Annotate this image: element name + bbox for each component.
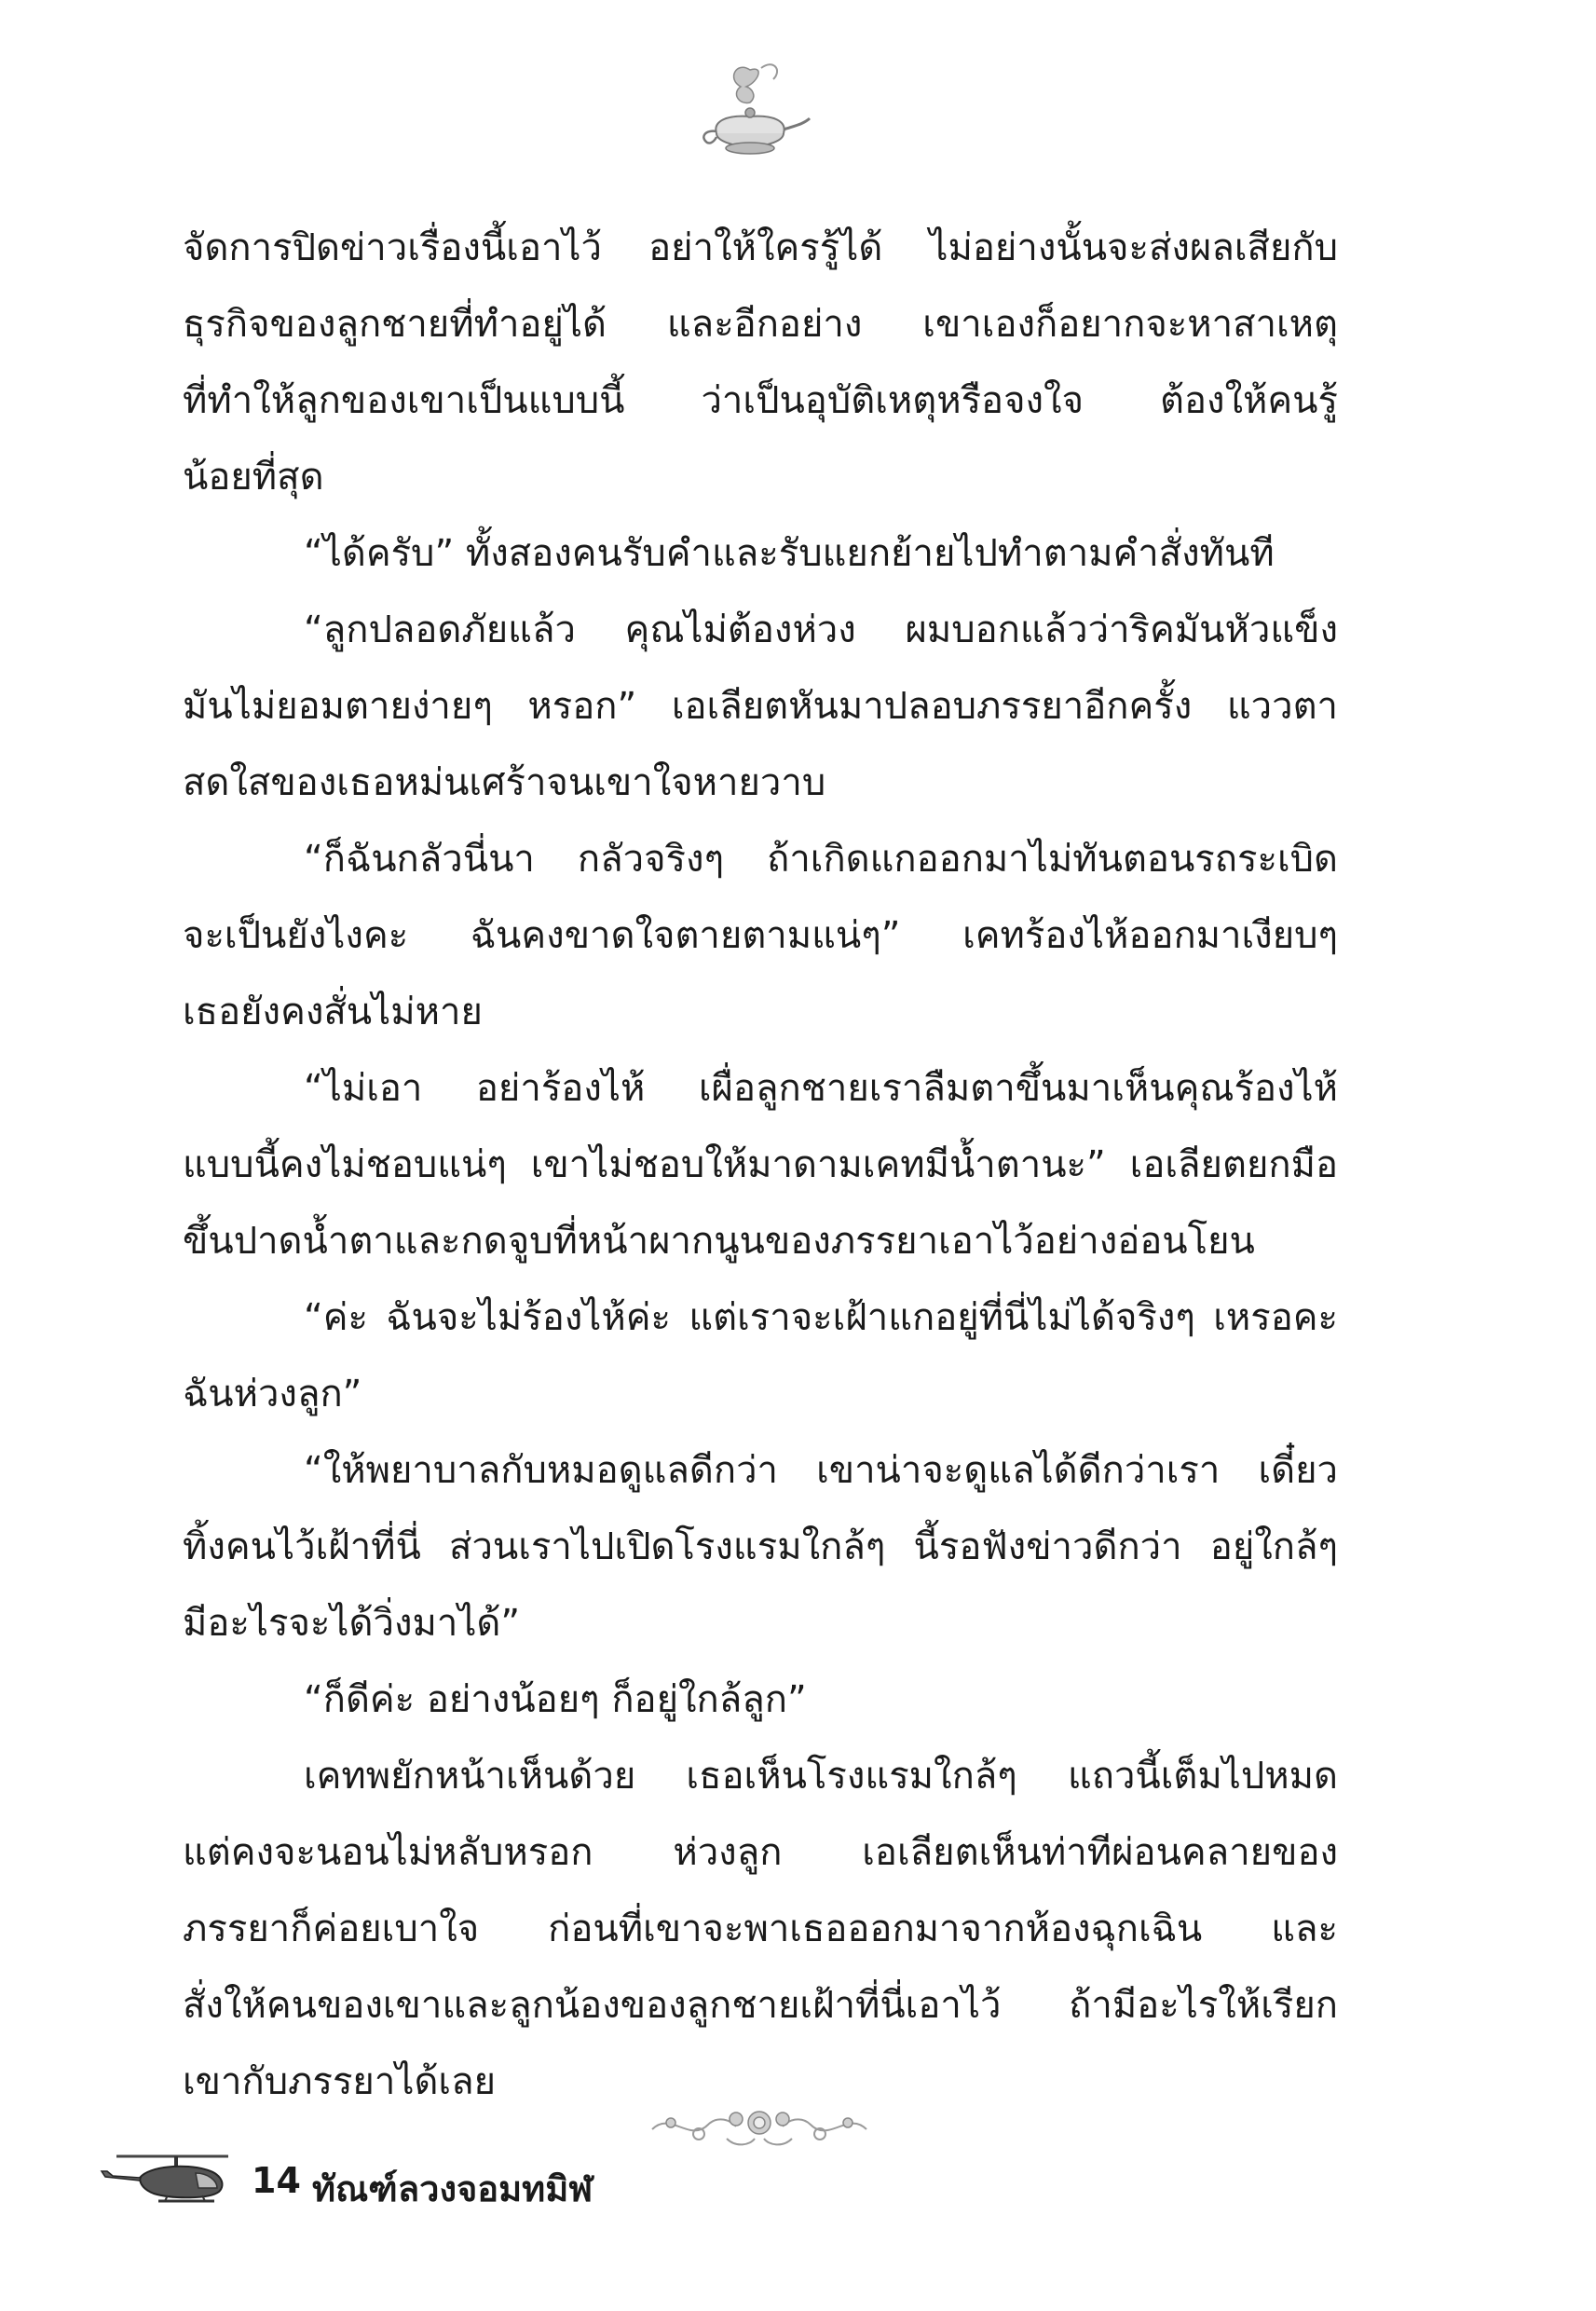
text-line: แบบนี้คงไม่ชอบแน่ๆ เขาไม่ชอบให้มาดามเคทมีน้ำตานะ” เอเลียตยกมือ (183, 1143, 1338, 1186)
floral-divider-icon (643, 2097, 876, 2153)
body-text (183, 210, 1338, 2120)
genie-lamp-icon (685, 51, 815, 163)
page-number: 14 (252, 2160, 301, 2201)
text-line: จัดการปิดข่าวเรื่องนี้เอาไว้ อย่าให้ใครรู้ได้ ไม่อย่างนั้นจะส่งผลเสียกับ (183, 226, 1338, 269)
text-line: ธุรกิจของลูกชายที่ทำอยู่ได้ และอีกอย่าง เขาเองก็อยากจะหาสาเหตุ (183, 303, 1338, 346)
text-line: “ไม่เอา อย่าร้องไห้ เผื่อลูกชายเราลืมตาขึ้นมาเห็นคุณร้องไห้ (304, 1067, 1338, 1110)
text-line: ที่ทำให้ลูกของเขาเป็นแบบนี้ ว่าเป็นอุบัติเหตุหรือจงใจ ต้องให้คนรู้ (183, 379, 1338, 422)
book-title: ทัณฑ์ลวงจอมทมิฬ (312, 2168, 593, 2209)
text-line: สดใสของเธอหม่นเศร้าจนเขาใจหายวาบ (183, 761, 826, 804)
text-line: ขึ้นปาดน้ำตาและกดจูบที่หน้าผากนูนของภรรยาเอาไว้อย่างอ่อนโยน (183, 1220, 1255, 1263)
text-line: “ได้ครับ” ทั้งสองคนรับคำและรับแยกย้ายไปทำตามคำสั่งทันที (304, 532, 1275, 575)
text-line: ภรรยาก็ค่อยเบาใจ ก่อนที่เขาจะพาเธอออกมาจากห้องฉุกเฉิน และ (183, 1908, 1338, 1950)
text-line: เขากับภรรยาได้เลย (183, 2060, 497, 2103)
text-line: “ลูกปลอดภัยแล้ว คุณไม่ต้องห่วง ผมบอกแล้วว่าริคมันหัวแข็ง (304, 609, 1338, 651)
text-line: มันไม่ยอมตายง่ายๆ หรอก” เอเลียตหันมาปลอบภรรยาอีกครั้ง แววตา (183, 685, 1338, 728)
text-line: เธอยังคงสั่นไม่หาย (183, 991, 483, 1033)
text-line: สั่งให้คนของเขาและลูกน้องของลูกชายเฝ้าที่นี่เอาไว้ ถ้ามีอะไรให้เรียก (183, 1984, 1338, 2027)
text-line: “ก็ดีค่ะ อย่างน้อยๆ ก็อยู่ใกล้ลูก” (304, 1678, 807, 1721)
text-line: เคทพยักหน้าเห็นด้วย เธอเห็นโรงแรมใกล้ๆ แถวนี้เต็มไปหมด (304, 1755, 1338, 1798)
text-line: แต่คงจะนอนไม่หลับหรอก ห่วงลูก เอเลียตเห็นท่าทีผ่อนคลายของ (183, 1831, 1338, 1874)
helicopter-icon (98, 2145, 238, 2220)
text-line: “ค่ะ ฉันจะไม่ร้องไห้ค่ะ แต่เราจะเฝ้าแกอยู่ที่นี่ไม่ได้จริงๆ เหรอคะ (304, 1296, 1338, 1339)
text-line: ฉันห่วงลูก” (183, 1373, 362, 1415)
text-line: จะเป็นยังไงคะ ฉันคงขาดใจตายตามแน่ๆ” เคทร้องไห้ออกมาเงียบๆ (183, 914, 1338, 957)
text-line: “ให้พยาบาลกับหมอดูแลดีกว่า เขาน่าจะดูแลได้ดีกว่าเรา เดี๋ยว (304, 1449, 1338, 1492)
text-line: มีอะไรจะได้วิ่งมาได้” (183, 1602, 521, 1645)
text-line: น้อยที่สุด (183, 456, 324, 499)
text-line: ทิ้งคนไว้เฝ้าที่นี่ ส่วนเราไปเปิดโรงแรมใกล้ๆ นี้รอฟังข่าวดีกว่า อยู่ใกล้ๆ (183, 1525, 1338, 1568)
text-line: “ก็ฉันกลัวนี่นา กลัวจริงๆ ถ้าเกิดแกออกมาไม่ทันตอนรถระเบิด (304, 838, 1338, 881)
